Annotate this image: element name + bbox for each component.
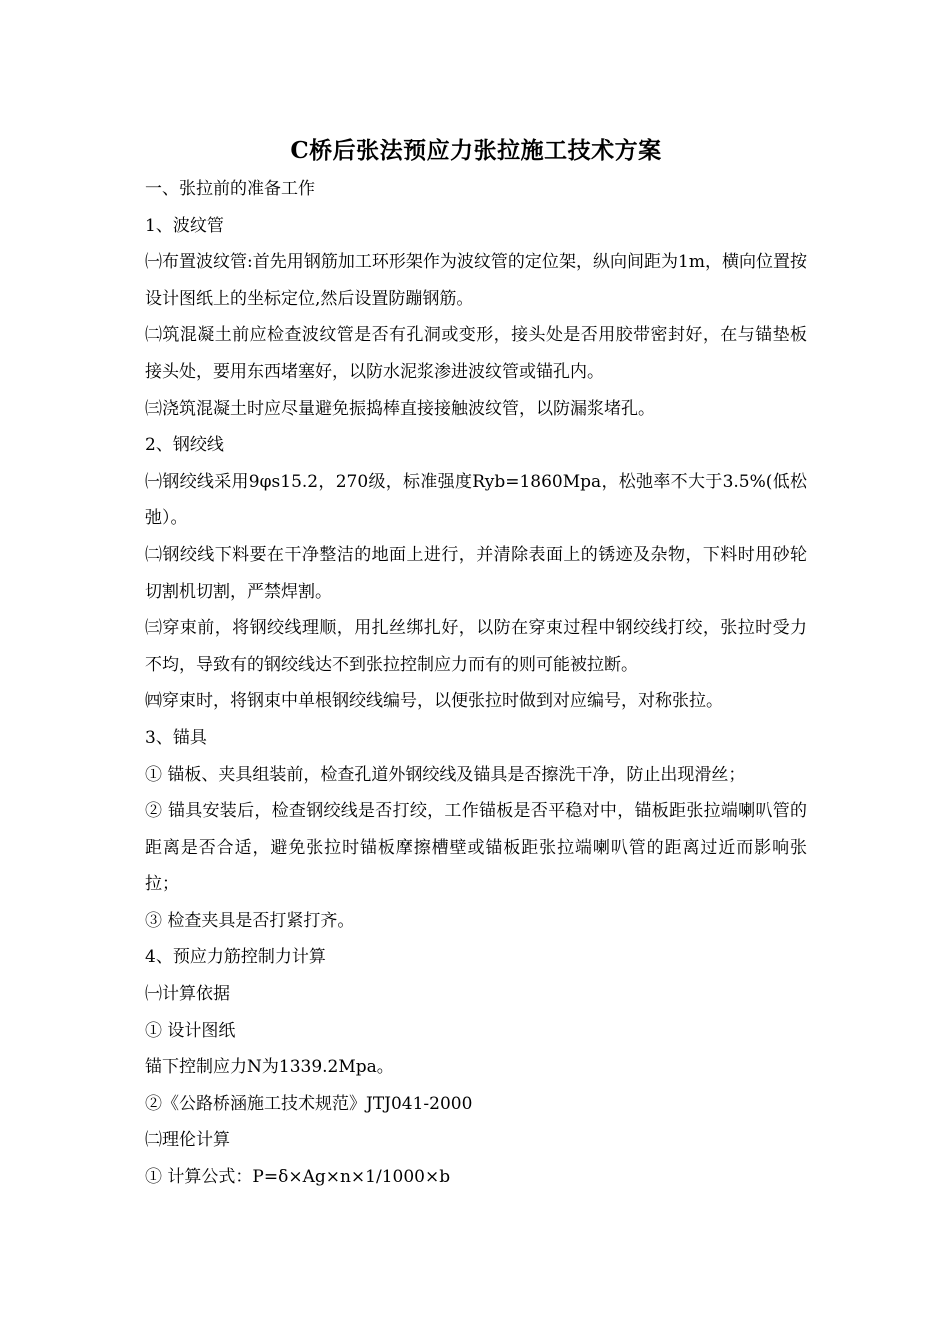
paragraph-calculation-basis: ㈠计算依据 — [145, 984, 230, 1005]
paragraph-concrete-pouring: ㈢浇筑混凝土时应尽量避免振捣棒直接接触波纹管，以防漏浆堵孔。 — [145, 398, 655, 419]
paragraph-anchor-assembly: ① 锚板、夹具组装前，检查孔道外钢绞线及锚具是否擦洗干净，防止出现滑丝； — [145, 764, 746, 785]
subheading-anchorage: 3、锚具 — [145, 727, 207, 748]
paragraph-pipe-inspection: ㈡筑混凝土前应检查波纹管是否有孔洞或变形，接头处是否用胶带密封好，在与锚垫板接头处，要用东西堵塞好，以防水泥浆渗进波纹管或锚孔内。 — [145, 325, 807, 382]
paragraph-theory-calculation: ㈡理伦计算 — [145, 1130, 230, 1151]
paragraph-strand-threading: ㈢穿束前，将钢绞线理顺，用扎丝绑扎好，以防在穿束过程中钢绞线打绞，张拉时受力不均，导致有的钢绞线达不到张拉控制应力而有的则可能被拉断。 — [145, 618, 807, 675]
paragraph-anchor-installation: ② 锚具安装后，检查钢绞线是否打绞，工作锚板是否平稳对中，锚板距张拉端喇叭管的距离是否合适，避免张拉时锚板摩擦槽壁或锚板距张拉端喇叭管的距离过近而影响张拉； — [145, 801, 807, 895]
paragraph-design-drawings: ① 设计图纸 — [145, 1020, 236, 1041]
subheading-corrugated-pipe: 1、波纹管 — [145, 215, 224, 236]
paragraph-strand-cutting: ㈡钢绞线下料要在干净整洁的地面上进行，并清除表面上的锈迹及杂物，下料时用砂轮切割机切割，严禁焊割。 — [145, 544, 807, 602]
paragraph-pipe-placement: ㈠布置波纹管:首先用钢筋加工环形架作为波纹管的定位架，纵向间距为1m，横向位置按设计图纸上的坐标定位,然后设置防蹦钢筋。 — [145, 252, 807, 309]
section-heading-preparation: 一、张拉前的准备工作 — [145, 179, 315, 199]
paragraph-code-reference: ②《公路桥涵施工技术规范》JTJ041-2000 — [145, 1093, 473, 1114]
paragraph-strand-numbering: ㈣穿束时，将钢束中单根钢绞线编号，以便张拉时做到对应编号，对称张拉。 — [145, 691, 723, 712]
subheading-force-calculation: 4、预应力筋控制力计算 — [145, 947, 326, 968]
paragraph-strand-spec: ㈠钢绞线采用9φs15.2，270级，标准强度Ryb=1860Mpa，松弛率不大于3.5%(低松弛）。 — [145, 471, 807, 529]
paragraph-formula: ① 计算公式：P=δ×Ag×n×1/1000×b — [145, 1167, 451, 1188]
subheading-steel-strand: 2、钢绞线 — [145, 435, 224, 456]
paragraph-control-stress: 锚下控制应力N为1339.2Mpa。 — [145, 1057, 394, 1078]
paragraph-clamp-check: ③ 检查夹具是否打紧打齐。 — [145, 910, 355, 931]
document-title: C桥后张法预应力张拉施工技术方案 — [290, 137, 662, 164]
